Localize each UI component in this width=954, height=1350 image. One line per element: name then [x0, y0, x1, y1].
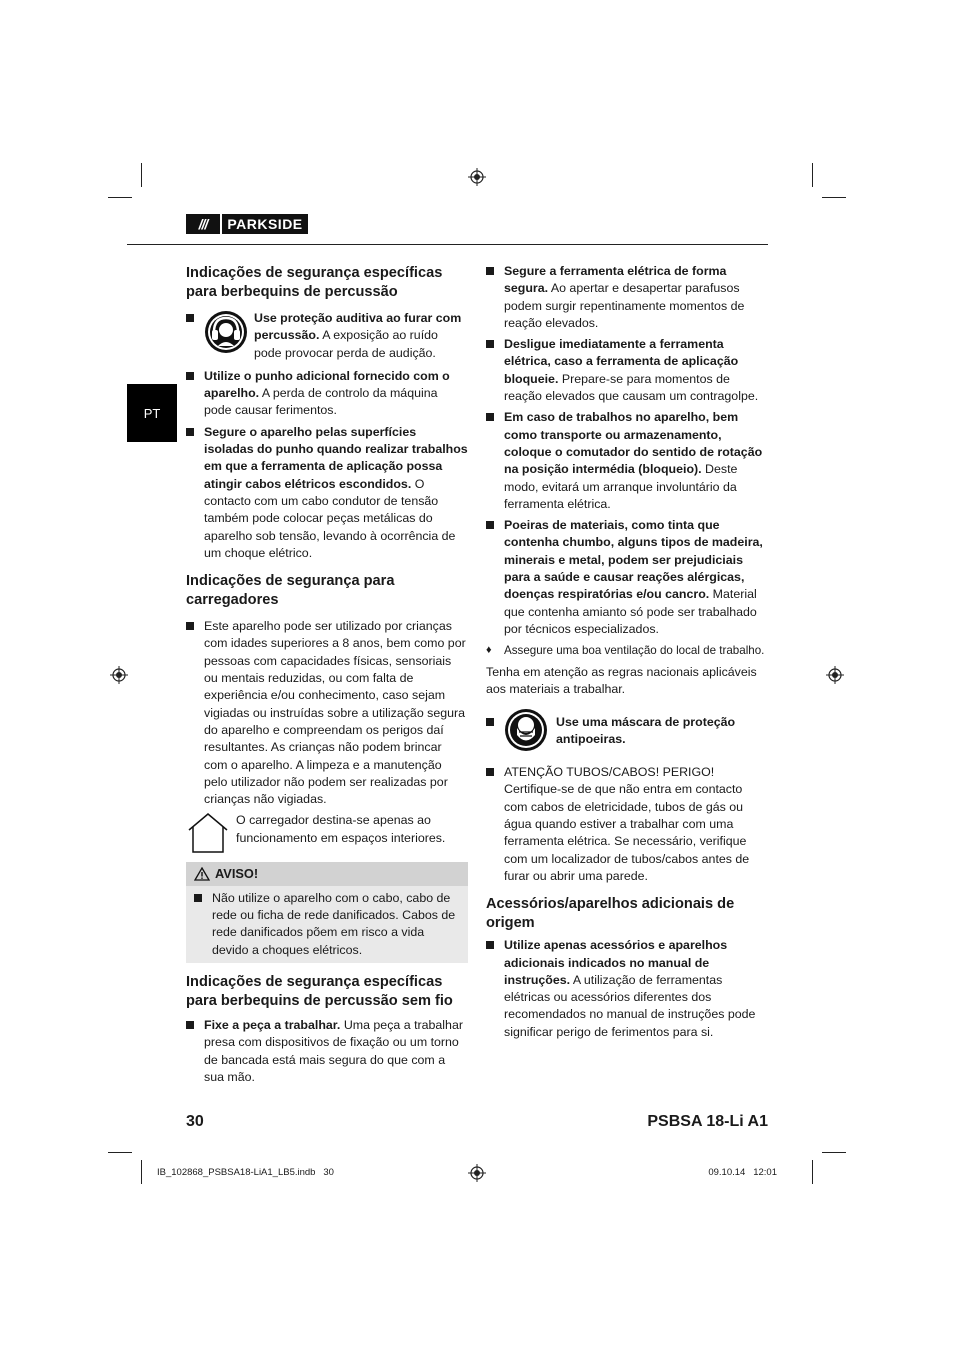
- item-bold-text: Use proteção auditiva ao furar com percussão.: [254, 311, 462, 343]
- item-bold-text: Utilize apenas acessórios e aparelhos adicionais indicados no manual de instruções.: [504, 938, 728, 987]
- model-name: PSBSA 18-Li A1: [647, 1113, 768, 1130]
- list-item: [486, 764, 768, 885]
- list-item: [186, 1017, 468, 1086]
- header-rule: [127, 244, 768, 245]
- item-text: Este aparelho pode ser utilizado por crianças com idades superiores a 8 anos, bem como por pessoas com capacidades físicas, sensoriais ou mentais reduzidas, ou com falta de experiência e/ou conhecimento, caso sejam vigiadas ou instruídas sobre a utilização segura do aparelho e compreendam os perigos daí resultantes. As crianças não podem brincar com o aparelho. A limpeza e a manutenção pelo utilizador não podem ser realizadas por crianças não vigiadas.: [204, 619, 466, 807]
- item-text: A exposição ao ruído pode provocar perda de audição.: [254, 328, 438, 360]
- crop-mark: [822, 1152, 846, 1153]
- paragraph: Tenha em atenção as regras nacionais aplicáveis aos materiais a trabalhar.: [486, 664, 757, 696]
- diamond-item: [486, 642, 768, 659]
- crop-mark: [812, 1160, 813, 1184]
- crop-mark: [141, 163, 142, 187]
- item-text: A utilização de ferramentas elétricas ou acessórios diferentes dos recomendados no manual de instruções pode significar perigo de ferimentos para si.: [504, 972, 756, 1039]
- list-item: [194, 890, 460, 959]
- list-item: [486, 517, 768, 638]
- right-column: [486, 263, 768, 1045]
- item-text: Material que contenha amianto só pode ser trabalhado por técnicos especializados.: [504, 587, 757, 636]
- registration-mark-icon: [826, 666, 844, 684]
- indoor-use-house-icon: [186, 812, 230, 854]
- item-bold-text: Em caso de trabalhos no aparelho, bem como transporte ou armazenamento, coloque o comutador do sentido de rotação na posição intermédia (bloqueio).: [504, 410, 763, 477]
- list-item: [486, 409, 768, 513]
- section-heading: Acessórios/aparelhos adicionais de origem: [486, 896, 735, 932]
- warning-box: [186, 862, 468, 962]
- crop-mark: [812, 163, 813, 187]
- registration-mark-icon: [468, 1164, 486, 1182]
- list-item: [186, 310, 468, 362]
- warning-text: Não utilize o aparelho com o cabo, cabo de rede ou ficha de rede danificados. Cabos de rede danificados põem em risco a vida devido a choques elétricos.: [212, 890, 456, 957]
- section-heading: Indicações de segurança específicas para berbequins de percussão sem fio: [186, 973, 453, 1009]
- warning-triangle-icon: [194, 867, 210, 881]
- item-text: Certifique-se de que não entra em contacto com cabos de eletricidade, tubos de gás ou água quando estiver a trabalhar com uma ferramenta elétrica. Se necessário, verifique com um localizador de tubos/cabos antes de furar ou abrir uma parede.: [504, 782, 750, 883]
- item-text: Deste modo, evitará um arranque involuntário da ferramenta elétrica.: [504, 462, 738, 511]
- list-item: [486, 336, 768, 405]
- item-bold-text: Desligue imediatamente a ferramenta elétrica, caso a ferramenta de aplicação bloqueie.: [504, 337, 739, 386]
- item-bold-text: Poeiras de materiais, como tinta que contenha chumbo, alguns tipos de madeira, minerais e metal, podem ser prejudiciais para a saúde e causar reações alérgicas, doenças respiratórias e/ou cancro.: [504, 518, 763, 602]
- registration-mark-icon: [110, 666, 128, 684]
- registration-mark-icon: [468, 168, 486, 186]
- crop-mark: [108, 1152, 132, 1153]
- list-item: [486, 708, 768, 752]
- item-text: O contacto com um cabo condutor de tensão também pode colocar peças metálicas do aparelho sob tensão, levando à ocorrência de um choque elétrico.: [204, 476, 456, 560]
- item-bold-text: Use uma máscara de proteção antipoeiras.: [556, 715, 736, 747]
- page-number: 30: [186, 1113, 204, 1130]
- diamond-bullet-icon: ♦: [486, 644, 492, 657]
- item-text: Uma peça a trabalhar presa com dispositivos de fixação ou um torno de bancada está mais segura do que com a sua mão.: [204, 1017, 463, 1084]
- print-date: 09.10.14 12:01: [708, 1167, 777, 1178]
- item-text: Assegure uma boa ventilação do local de trabalho.: [504, 644, 765, 658]
- list-item: [486, 263, 768, 332]
- left-column: [186, 264, 468, 1090]
- item-text: Prepare-se para momentos de reação elevados que causam um contragolpe.: [504, 371, 759, 404]
- list-item: [186, 424, 468, 562]
- item-bold-text: Fixe a peça a trabalhar.: [204, 1017, 341, 1032]
- file-info: IB_102868_PSBSA18-LiA1_LB5.indb 30: [157, 1167, 334, 1178]
- item-text: Ao apertar e desapertar parafusos podem surgir repentinamente momentos de reação elevados.: [504, 281, 745, 330]
- list-item: [486, 937, 768, 1041]
- warning-title: AVISO!: [215, 866, 259, 882]
- item-bold-text: Utilize o punho adicional fornecido com o aparelho.: [204, 368, 450, 401]
- crop-mark: [822, 197, 846, 198]
- section-heading: Indicações de segurança específicas para berbequins de percussão: [186, 265, 443, 300]
- language-tab: PT: [127, 384, 177, 442]
- section-heading: Indicações de segurança para carregadores: [186, 573, 395, 609]
- item-bold-text: Segure a ferramenta elétrica de forma segura.: [504, 264, 727, 296]
- item-title: ATENÇÃO TUBOS/CABOS! PERIGO!: [504, 765, 715, 780]
- item-text: A perda de controlo da máquina pode causar ferimentos.: [204, 386, 438, 418]
- indoor-text: O carregador destina-se apenas ao funcionamento em espaços interiores.: [236, 813, 446, 845]
- list-item: [186, 618, 468, 808]
- indoor-note: [186, 812, 468, 854]
- hearing-protection-icon: [204, 310, 248, 354]
- brand-logo: /// PARKSIDE: [186, 214, 308, 234]
- crop-mark: [108, 197, 132, 198]
- list-item: [186, 368, 468, 420]
- dust-mask-icon: [504, 708, 548, 752]
- brand-name: PARKSIDE: [227, 216, 303, 232]
- crop-mark: [141, 1160, 142, 1184]
- item-bold-text: Segure o aparelho pelas superfícies isoladas do punho quando realizar trabalhos em que a ferramenta de aplicação possa atingir cabos elétricos escondidos.: [204, 424, 468, 491]
